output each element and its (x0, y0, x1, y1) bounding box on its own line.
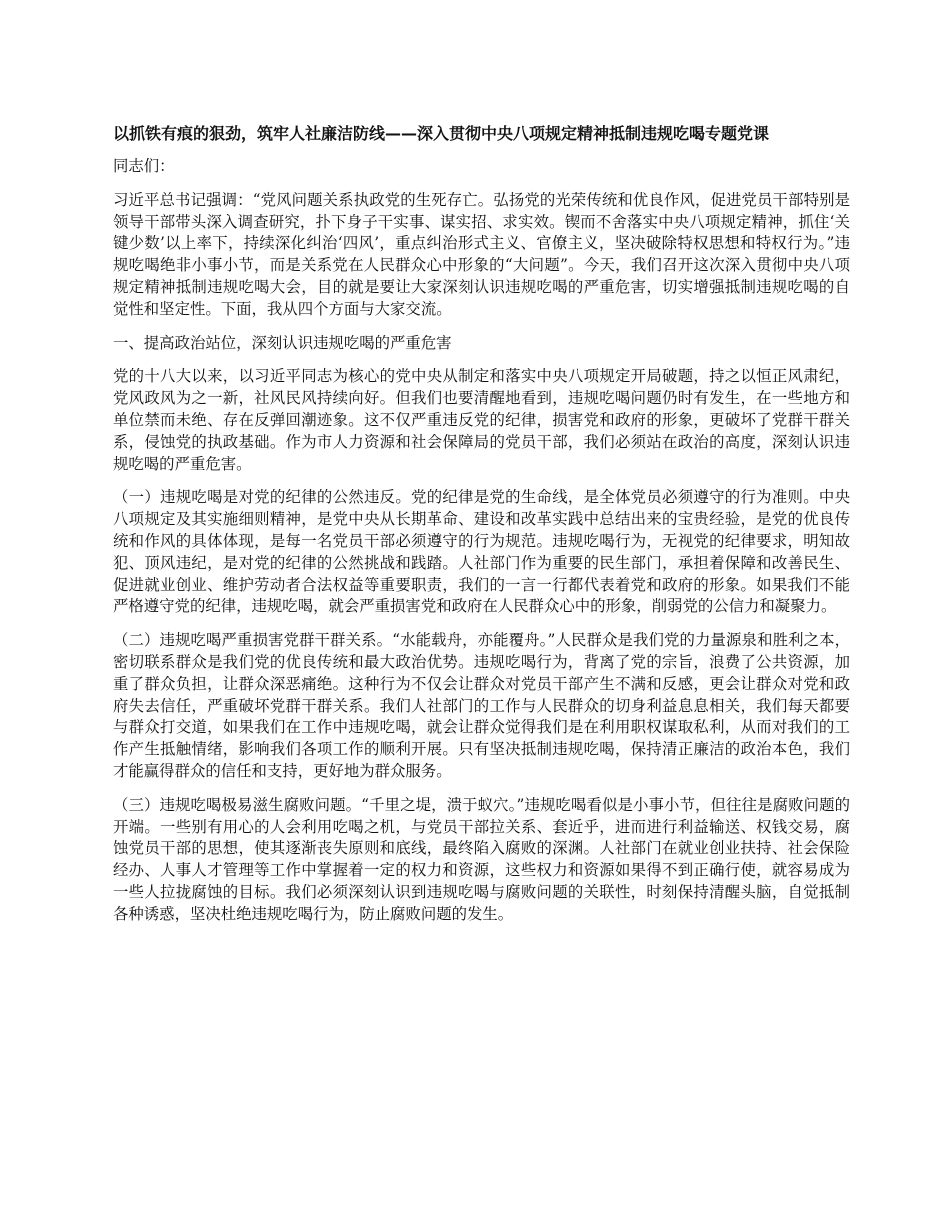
greeting: 同志们： (113, 157, 175, 175)
point-1-paragraph: （一）违规吃喝是对党的纪律的公然违反。党的纪律是党的生命线，是全体党员必须遵守的行为准则。中央八项规定及其实施细则精神，是党中央从长期革命、建设和改革实践中总结出来的宝贵经验，是党的优良传统和作风的具体体现，是每一名党员干部必须遵守的行为规范。违规吃喝行为，无视党的纪律要求，明知故犯、顶风违纪，是对党的纪律的公然挑战和践踏。人社部门作为重要的民生部门，承担着保障和改善民生、促进就业创业、维护劳动者合法权益等重要职责，我们的一言一行都代表着党和政府的形象。如果我们不能严格遵守党的纪律，违规吃喝，就会严重损害党和政府在人民群众心中的形象，削弱党的公信力和凝聚力。 (113, 488, 850, 616)
document-page (113, 122, 850, 938)
intro-paragraph: 习近平总书记强调：“党风问题关系执政党的生死存亡。弘扬党的光荣传统和优良作风，促进党员干部特别是领导干部带头深入调查研究，扑下身子干实事、谋实招、求实效。锲而不舍落实中央八项规定精神，抓住‘关键少数’以上率下，持续深化纠治‘四风’，重点纠治形式主义、官僚主义，坚决破除特权思想和特权行为。”违规吃喝绝非小事小节，而是关系党在人民群众心中形象的“大问题”。今天，我们召开这次深入贯彻中央八项规定精神抵制违规吃喝大会，目的就是要让大家深刻认识违规吃喝的严重危害，切实增强抵制违规吃喝的自觉性和坚定性。下面，我从四个方面与大家交流。 (113, 190, 850, 318)
point-2-paragraph: （二）违规吃喝严重损害党群干群关系。“水能载舟，亦能覆舟。”人民群众是我们党的力量源泉和胜利之本，密切联系群众是我们党的优良传统和最大政治优势。违规吃喝行为，背离了党的宗旨，浪费了公共资源，加重了群众负担，让群众深恶痛绝。这种行为不仅会让群众对党员干部产生不满和反感，更会让群众对党和政府失去信任，严重破坏党群干群关系。我们人社部门的工作与人民群众的切身利益息息相关，我们每天都要与群众打交道，如果我们在工作中违规吃喝，就会让群众觉得我们是在利用职权谋取私利，从而对我们的工作产生抵触情绪，影响我们各项工作的顺利开展。只有坚决抵制违规吃喝，保持清正廉洁的政治本色，我们才能赢得群众的信任和支持，更好地为群众服务。 (113, 631, 850, 780)
section-1-intro-paragraph: 党的十八大以来，以习近平同志为核心的党中央从制定和落实中央八项规定开局破题，持之以恒正风肃纪，党风政风为之一新，社风民风持续向好。但我们也要清醒地看到，违规吃喝问题仍时有发生，在一些地方和单位禁而未绝、存在反弹回潮迹象。这不仅严重违反党的纪律，损害党和政府的形象，更破坏了党群干群关系，侵蚀党的执政基础。作为市人力资源和社会保障局的党员干部，我们必须站在政治的高度，深刻认识违规吃喝的严重危害。 (113, 367, 850, 473)
point-3-paragraph: （三）违规吃喝极易滋生腐败问题。“千里之堤，溃于蚁穴。”违规吃喝看似是小事小节，但往往是腐败问题的开端。一些别有用心的人会利用吃喝之机，与党员干部拉关系、套近乎，进而进行利益输送、权钱交易，腐蚀党员干部的思想，使其逐渐丧失原则和底线，最终陷入腐败的深渊。人社部门在就业创业扶持、社会保险经办、人事人才管理等工作中掌握着一定的权力和资源，这些权力和资源如果得不到正确行使，就容易成为一些人拉拢腐蚀的目标。我们必须深刻认识到违规吃喝与腐败问题的关联性，时刻保持清醒头脑，自觉抵制各种诱惑，坚决杜绝违规吃喝行为，防止腐败问题的发生。 (113, 795, 850, 923)
section-heading-1: 一、提高政治站位，深刻认识违规吃喝的严重危害 (113, 333, 452, 352)
document-title: 以抓铁有痕的狠劲，筑牢人社廉洁防线——深入贯彻中央八项规定精神抵制违规吃喝专题党课 (113, 124, 770, 143)
